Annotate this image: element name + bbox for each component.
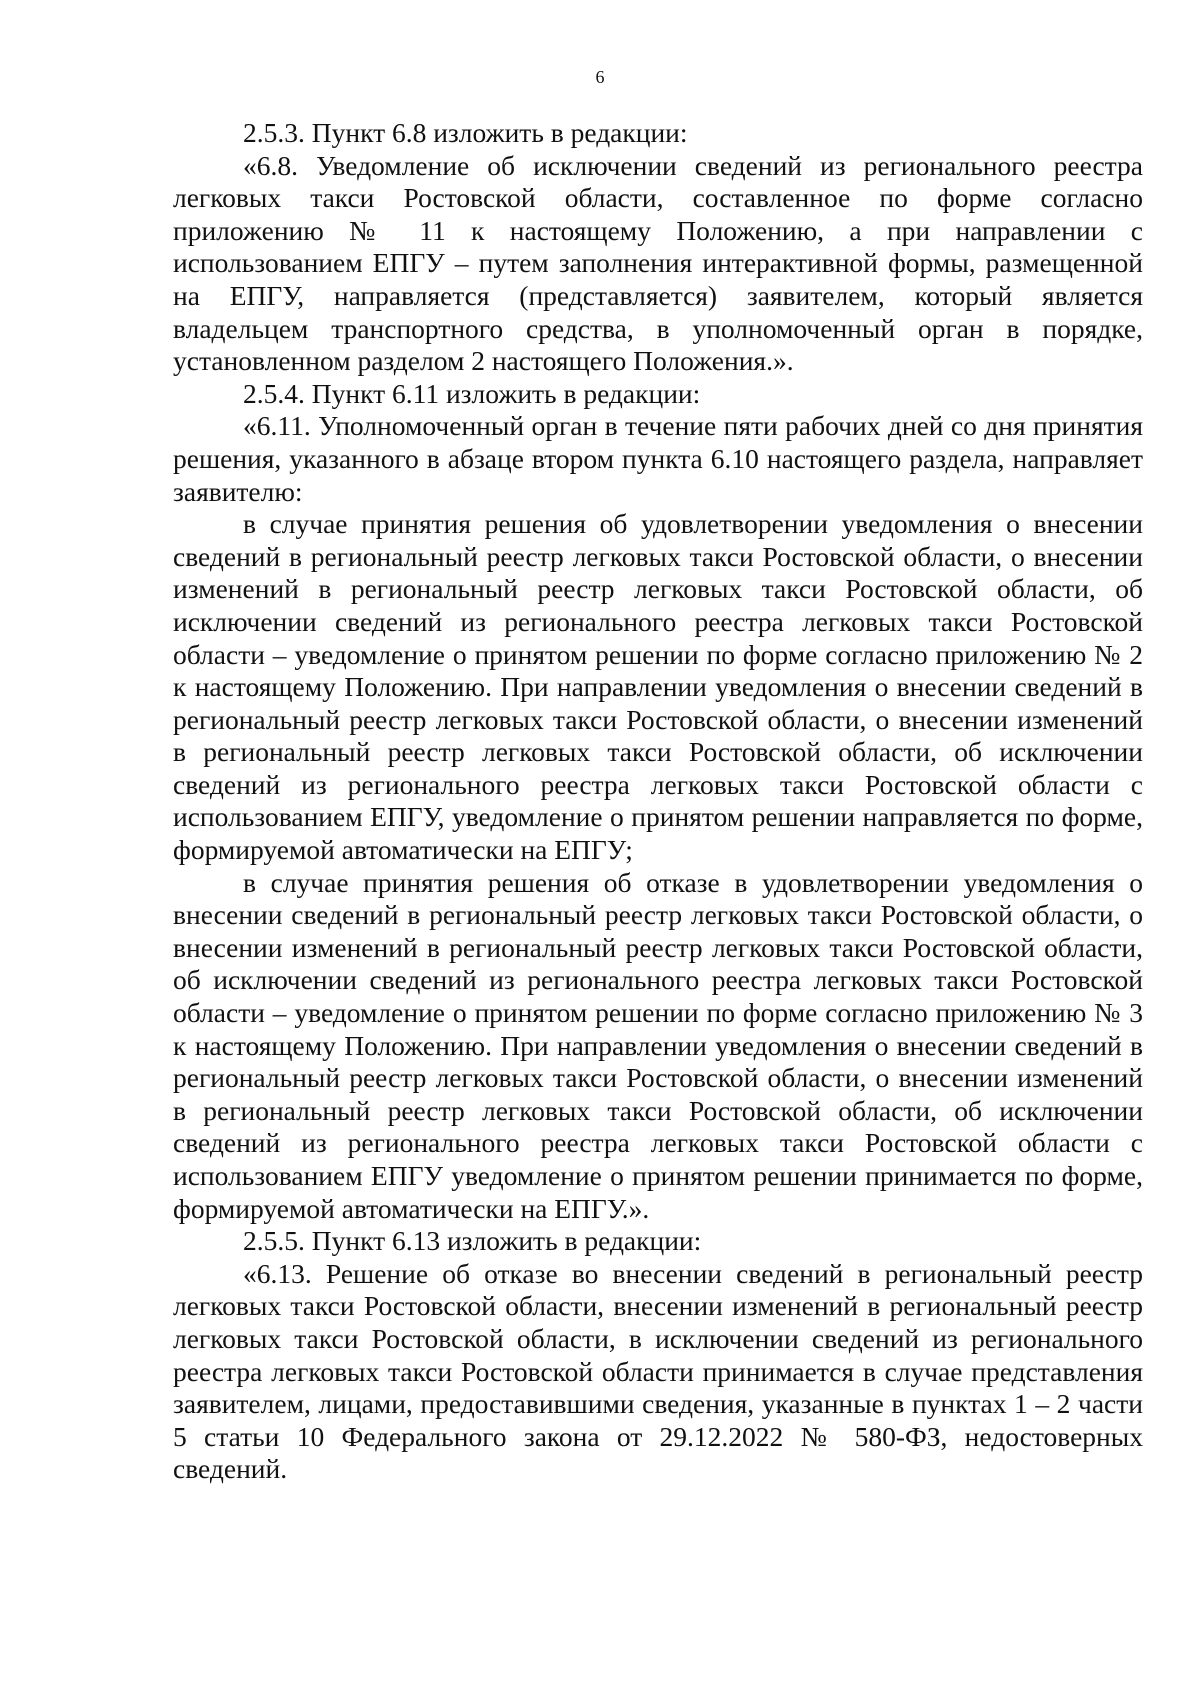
document-body	[173, 117, 1143, 1486]
page-number: 6	[595, 67, 605, 87]
paragraph-item-6-13-text: «6.13. Решение об отказе во внесении сведений в региональный реестр легковых такси Ростовской области, внесении изменений в региональный реестр легковых такси Ростовской области, в исключении сведений из регионального реестра легковых такси Ростовской области принимается в случае представления заявителем, лицами, предоставившими сведения, указанные в пунктах 1 – 2 части 5 статьи 10 Федерального закона от 29.12.2022 № 580-ФЗ, недостоверных сведений.	[173, 1257, 1143, 1485]
paragraph-refusal-case: в случае принятия решения об отказе в удовлетворении уведомления о внесении сведений в региональный реестр легковых такси Ростовской области, о внесении изменений в региональный реестр легковых такси Ростовской области, об исключении сведений из регионального реестра легковых такси Ростовской области – уведомление о принятом решении по форме согласно приложению № 3 к настоящему Положению. При направлении уведомления о внесении сведений в региональный реестр легковых такси Ростовской области, о внесении изменений в региональный реестр легковых такси Ростовской области, об исключении сведений из регионального реестра легковых такси Ростовской области с использованием ЕПГУ уведомление о принятом решении принимается по форме, формируемой автоматически на ЕПГУ.».	[173, 866, 1143, 1224]
paragraph-item-6-11-intro: «6.11. Уполномоченный орган в течение пяти рабочих дней со дня принятия решения, указанного в абзаце втором пункта 6.10 настоящего раздела, направляет заявителю:	[173, 410, 1143, 507]
paragraph-item-2-5-3-heading: 2.5.3. Пункт 6.8 изложить в редакции:	[243, 117, 688, 148]
paragraph-approval-case: в случае принятия решения об удовлетворении уведомления о внесении сведений в региональный реестр легковых такси Ростовской области, о внесении изменений в региональный реестр легковых такси Ростовской области, об исключении сведений из регионального реестра легковых такси Ростовской области – уведомление о принятом решении по форме согласно приложению № 2 к настоящему Положению. При направлении уведомления о внесении сведений в региональный реестр легковых такси Ростовской области, о внесении изменений в региональный реестр легковых такси Ростовской области, об исключении сведений из регионального реестра легковых такси Ростовской области с использованием ЕПГУ, уведомление о принятом решении направляется по форме, формируемой автоматически на ЕПГУ;	[173, 508, 1143, 866]
paragraph-item-6-8-text: «6.8. Уведомление об исключении сведений из регионального реестра легковых такси Ростовской области, составленное по форме согласно приложению № 11 к настоящему Положению, а при направлении с использованием ЕПГУ – путем заполнения интерактивной формы, размещенной на ЕПГУ, направляется (представляется) заявителем, который является владельцем транспортного средства, в уполномоченный орган в порядке, установленном разделом 2 настоящего Положения.».	[173, 149, 1143, 377]
paragraph-item-2-5-5-heading: 2.5.5. Пункт 6.13 изложить в редакции:	[243, 1225, 702, 1257]
paragraph-item-2-5-4-heading: 2.5.4. Пункт 6.11 изложить в редакции:	[243, 377, 701, 409]
